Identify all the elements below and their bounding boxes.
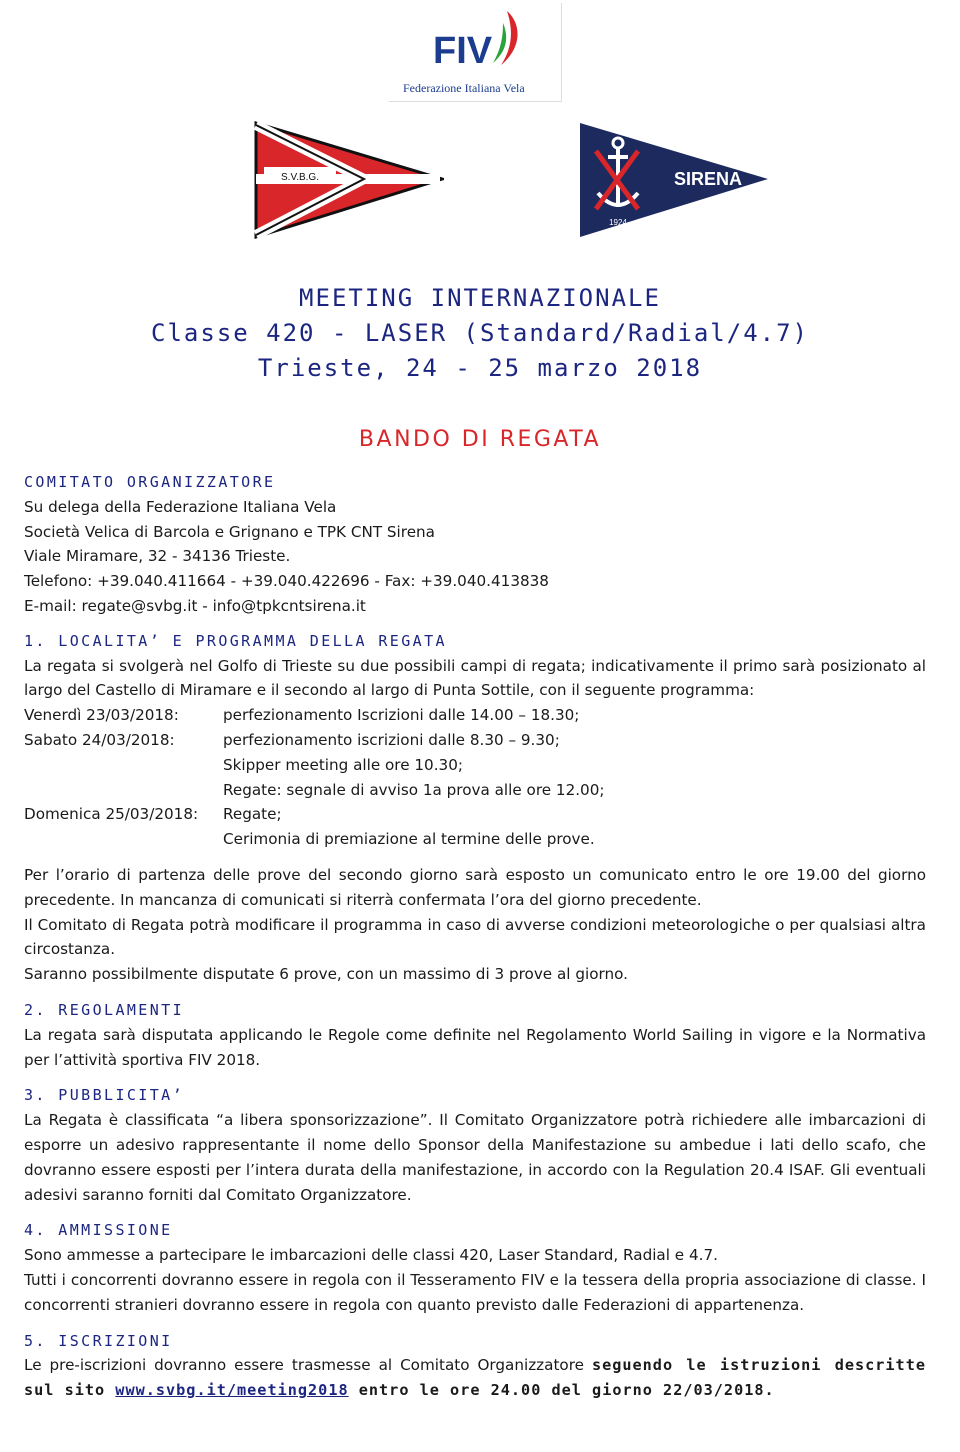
s3-heading: 3. PUBBLICITA’ xyxy=(24,1086,185,1105)
schedule-text: Regate; xyxy=(223,805,282,824)
sirena-mark: SIRENA xyxy=(674,169,743,189)
schedule-day: Domenica 25/03/2018: xyxy=(24,805,199,824)
s5-text-end: entro le ore 24.00 del giorno 22/03/2018. xyxy=(348,1381,775,1400)
s5-text-bold: seguendo le istruzioni descritte sul sito xyxy=(24,1356,926,1400)
s1-intro: La regata si svolgerà nel Golfo di Trieste su due possibili campi di regata; indicativamente il primo sarà posizionato al largo del Castello di Miramare e il secondo al largo di Punta Sottile, con il seguente programma: xyxy=(24,656,926,700)
title-line2: Classe 420 - LASER (Standard/Radial/4.7) xyxy=(151,319,809,347)
schedule-text: perfezionamento iscrizioni dalle 8.30 – 9.30; xyxy=(223,730,560,749)
fiv-sail-green xyxy=(493,23,506,63)
schedule-day: Venerdì 23/03/2018: xyxy=(24,706,179,725)
bando-heading: BANDO DI REGATA xyxy=(358,427,602,452)
schedule-text: Cerimonia di premiazione al termine delle prove. xyxy=(223,830,595,849)
schedule-text: Regate: segnale di avviso 1a prova alle ore 12.00; xyxy=(223,780,605,799)
s5-text-start: Le pre-iscrizioni dovranno essere trasmesse al Comitato Organizzatore xyxy=(24,1356,592,1375)
schedule-day xyxy=(24,827,223,852)
s2-heading: 2. REGOLAMENTI xyxy=(24,1000,185,1019)
comitato-heading: COMITATO ORGANIZZATORE xyxy=(24,473,276,491)
svbg-mark: S.V.B.G. xyxy=(281,172,319,183)
s4-p1: Sono ammesse a partecipare le imbarcazioni delle classi 420, Laser Standard, Radial e 4.7. xyxy=(24,1246,718,1265)
comitato-line: Viale Miramare, 32 - 34136 Trieste. xyxy=(24,547,291,566)
title-line1: MEETING INTERNAZIONALE xyxy=(299,284,661,312)
s1-p3: Saranno possibilmente disputate 6 prove, con un massimo di 3 prove al giorno. xyxy=(24,965,628,984)
svbg-burgee xyxy=(254,121,444,241)
s5-p1 xyxy=(24,1353,926,1403)
s1-p2: Il Comitato di Regata potrà modificare il programma in caso di avverse condizioni meteorologiche o per qualsiasi altra circostanza. xyxy=(24,915,926,959)
schedule-day xyxy=(24,778,223,803)
schedule-text: Skipper meeting alle ore 10.30; xyxy=(223,755,463,774)
s4-heading: 4. AMMISSIONE xyxy=(24,1221,173,1240)
s4-p2: Tutti i concorrenti dovranno essere in regola con il Tesseramento FIV e la tessera della propria associazione di classe. I concorrenti stranieri dovranno essere in regola con quanto previsto dalle Federazioni di appartenenza. xyxy=(24,1270,926,1314)
fiv-logo-graphic xyxy=(389,3,561,101)
s1-p1: Per l’orario di partenza delle prove del secondo giorno sarà esposto un comunicato entro le ore 19.00 del giorno precedente. In mancanza di comunicati si riterrà confermata l’ora del giorno precedente. xyxy=(24,865,926,909)
fiv-name: Federazione Italiana Vela xyxy=(403,81,525,95)
s3-p1: La Regata è classificata “a libera sponsorizzazione”. Il Comitato Organizzatore potrà richiedere alle imbarcazioni di esporre un adesivo rappresentante il nome dello Sponsor della Manifestazione su ambedue i lati dello scafo, che dovranno essere esposti per l’intera durata della manifestazione, in accordo con la Regulation 20.4 ISAF. Gli eventuali adesivi saranno forniti dal Comitato Organizzatore. xyxy=(24,1111,926,1204)
fiv-logo xyxy=(389,3,562,102)
s1-heading: 1. LOCALITA’ E PROGRAMMA DELLA REGATA xyxy=(24,631,447,650)
comitato-line: Società Velica di Barcola e Grignano e TPK CNT Sirena xyxy=(24,522,435,541)
s2-p1: La regata sarà disputata applicando le Regole come definite nel Regolamento World Sailing in vigore e la Normativa per l’attività sportiva FIV 2018. xyxy=(24,1025,926,1069)
fiv-mark: FIV xyxy=(433,30,493,72)
comitato-line: Su delega della Federazione Italiana Vela xyxy=(24,497,337,516)
schedule-text: perfezionamento Iscrizioni dalle 14.00 – 18.30; xyxy=(223,706,580,725)
meeting-link[interactable]: www.svbg.it/meeting2018 xyxy=(115,1381,349,1400)
comitato-line: Telefono: +39.040.411664 - +39.040.422696 - Fax: +39.040.413838 xyxy=(24,572,549,591)
comitato-line: E-mail: regate@svbg.it - info@tpkcntsirena.it xyxy=(24,596,366,615)
document-body xyxy=(24,470,926,1403)
s5-heading: 5. ISCRIZIONI xyxy=(24,1331,173,1350)
sirena-burgee xyxy=(578,121,770,241)
schedule xyxy=(24,703,926,852)
schedule-day xyxy=(24,753,223,778)
title-line3: Trieste, 24 - 25 marzo 2018 xyxy=(257,354,703,382)
sirena-year: 1924 xyxy=(609,218,627,227)
schedule-day: Sabato 24/03/2018: xyxy=(24,730,175,749)
